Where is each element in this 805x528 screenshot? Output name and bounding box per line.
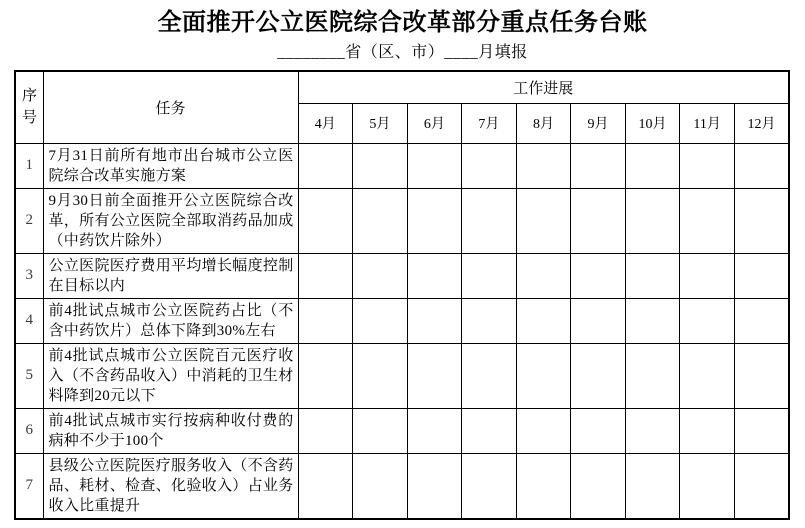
progress-empty-cell [407, 343, 462, 408]
progress-empty-cell [298, 253, 353, 298]
progress-empty-cell [298, 453, 353, 519]
progress-empty-cell [516, 343, 571, 408]
progress-empty-cell [407, 408, 462, 453]
table-row [15, 188, 789, 253]
progress-empty-cell [734, 298, 789, 343]
row-index-cell: 1 [15, 143, 43, 188]
progress-empty-cell [298, 298, 353, 343]
progress-empty-cell [734, 343, 789, 408]
progress-empty-cell [680, 253, 735, 298]
progress-empty-cell [298, 143, 353, 188]
progress-empty-cell [625, 253, 680, 298]
header-row-top [15, 71, 789, 103]
task-description-cell: 前4批试点城市实行按病种收付费的病种不少于100个 [43, 408, 298, 453]
col-header-month-8: 8月 [516, 103, 571, 143]
col-header-month-11: 11月 [680, 103, 735, 143]
progress-empty-cell [734, 143, 789, 188]
progress-empty-cell [516, 408, 571, 453]
progress-empty-cell [298, 188, 353, 253]
progress-empty-cell [353, 143, 408, 188]
progress-empty-cell [680, 188, 735, 253]
progress-empty-cell [680, 343, 735, 408]
progress-empty-cell [734, 453, 789, 519]
progress-empty-cell [407, 143, 462, 188]
task-description-cell: 前4批试点城市公立医院百元医疗收入（不含药品收入）中消耗的卫生材料降到20元以下 [43, 343, 298, 408]
table-row [15, 143, 789, 188]
progress-empty-cell [571, 298, 626, 343]
progress-empty-cell [571, 253, 626, 298]
col-header-month-10: 10月 [625, 103, 680, 143]
progress-empty-cell [516, 298, 571, 343]
progress-empty-cell [680, 408, 735, 453]
table-row [15, 343, 789, 408]
progress-empty-cell [680, 143, 735, 188]
progress-empty-cell [571, 343, 626, 408]
progress-empty-cell [462, 453, 517, 519]
col-header-index: 序号 [15, 71, 43, 143]
progress-empty-cell [625, 298, 680, 343]
progress-empty-cell [462, 298, 517, 343]
progress-empty-cell [516, 143, 571, 188]
progress-empty-cell [462, 253, 517, 298]
progress-empty-cell [353, 408, 408, 453]
col-header-month-5: 5月 [353, 103, 408, 143]
progress-empty-cell [353, 298, 408, 343]
progress-empty-cell [680, 298, 735, 343]
row-index-cell: 3 [15, 253, 43, 298]
progress-empty-cell [516, 188, 571, 253]
progress-empty-cell [462, 343, 517, 408]
progress-empty-cell [625, 453, 680, 519]
progress-empty-cell [516, 453, 571, 519]
table-row [15, 298, 789, 343]
row-index-cell: 7 [15, 453, 43, 519]
col-header-month-7: 7月 [462, 103, 517, 143]
progress-empty-cell [571, 143, 626, 188]
task-description-cell: 7月31日前所有地市出台城市公立医院综合改革实施方案 [43, 143, 298, 188]
col-header-task: 任务 [43, 71, 298, 143]
table-row [15, 453, 789, 519]
progress-empty-cell [734, 253, 789, 298]
progress-empty-cell [625, 188, 680, 253]
progress-empty-cell [516, 253, 571, 298]
page-title: 全面推开公立医院综合改革部分重点任务台账 [157, 10, 648, 36]
task-description-cell: 前4批试点城市公立医院药占比（不含中药饮片）总体下降到30%左右 [43, 298, 298, 343]
progress-empty-cell [298, 408, 353, 453]
progress-empty-cell [407, 188, 462, 253]
progress-empty-cell [680, 453, 735, 519]
progress-empty-cell [462, 408, 517, 453]
col-header-month-6: 6月 [407, 103, 462, 143]
progress-empty-cell [734, 188, 789, 253]
table-row [15, 253, 789, 298]
task-ledger-table [14, 70, 790, 520]
progress-empty-cell [625, 343, 680, 408]
progress-empty-cell [462, 188, 517, 253]
progress-empty-cell [571, 453, 626, 519]
col-header-progress: 工作进展 [298, 71, 789, 103]
progress-empty-cell [625, 143, 680, 188]
task-table-body [15, 143, 789, 519]
progress-empty-cell [353, 453, 408, 519]
col-header-month-12: 12月 [734, 103, 789, 143]
task-description-cell: 9月30日前全面推开公立医院综合改革，所有公立医院全部取消药品加成（中药饮片除外） [43, 188, 298, 253]
row-index-cell: 2 [15, 188, 43, 253]
row-index-cell: 4 [15, 298, 43, 343]
progress-empty-cell [353, 253, 408, 298]
progress-empty-cell [571, 408, 626, 453]
progress-empty-cell [353, 343, 408, 408]
col-header-month-9: 9月 [571, 103, 626, 143]
progress-empty-cell [571, 188, 626, 253]
progress-empty-cell [298, 343, 353, 408]
task-description-cell: 县级公立医院医疗服务收入（不含药品、耗材、检查、化验收入）占业务收入比重提升 [43, 453, 298, 519]
progress-empty-cell [407, 298, 462, 343]
task-description-cell: 公立医院医疗费用平均增长幅度控制在目标以内 [43, 253, 298, 298]
progress-empty-cell [407, 253, 462, 298]
progress-empty-cell [734, 408, 789, 453]
row-index-cell: 5 [15, 343, 43, 408]
progress-empty-cell [462, 143, 517, 188]
table-row [15, 408, 789, 453]
progress-empty-cell [407, 453, 462, 519]
progress-empty-cell [353, 188, 408, 253]
progress-empty-cell [625, 408, 680, 453]
subtitle-fill-in-line: ________省（区、市）____月填报 [277, 44, 528, 61]
row-index-cell: 6 [15, 408, 43, 453]
col-header-month-4: 4月 [298, 103, 353, 143]
